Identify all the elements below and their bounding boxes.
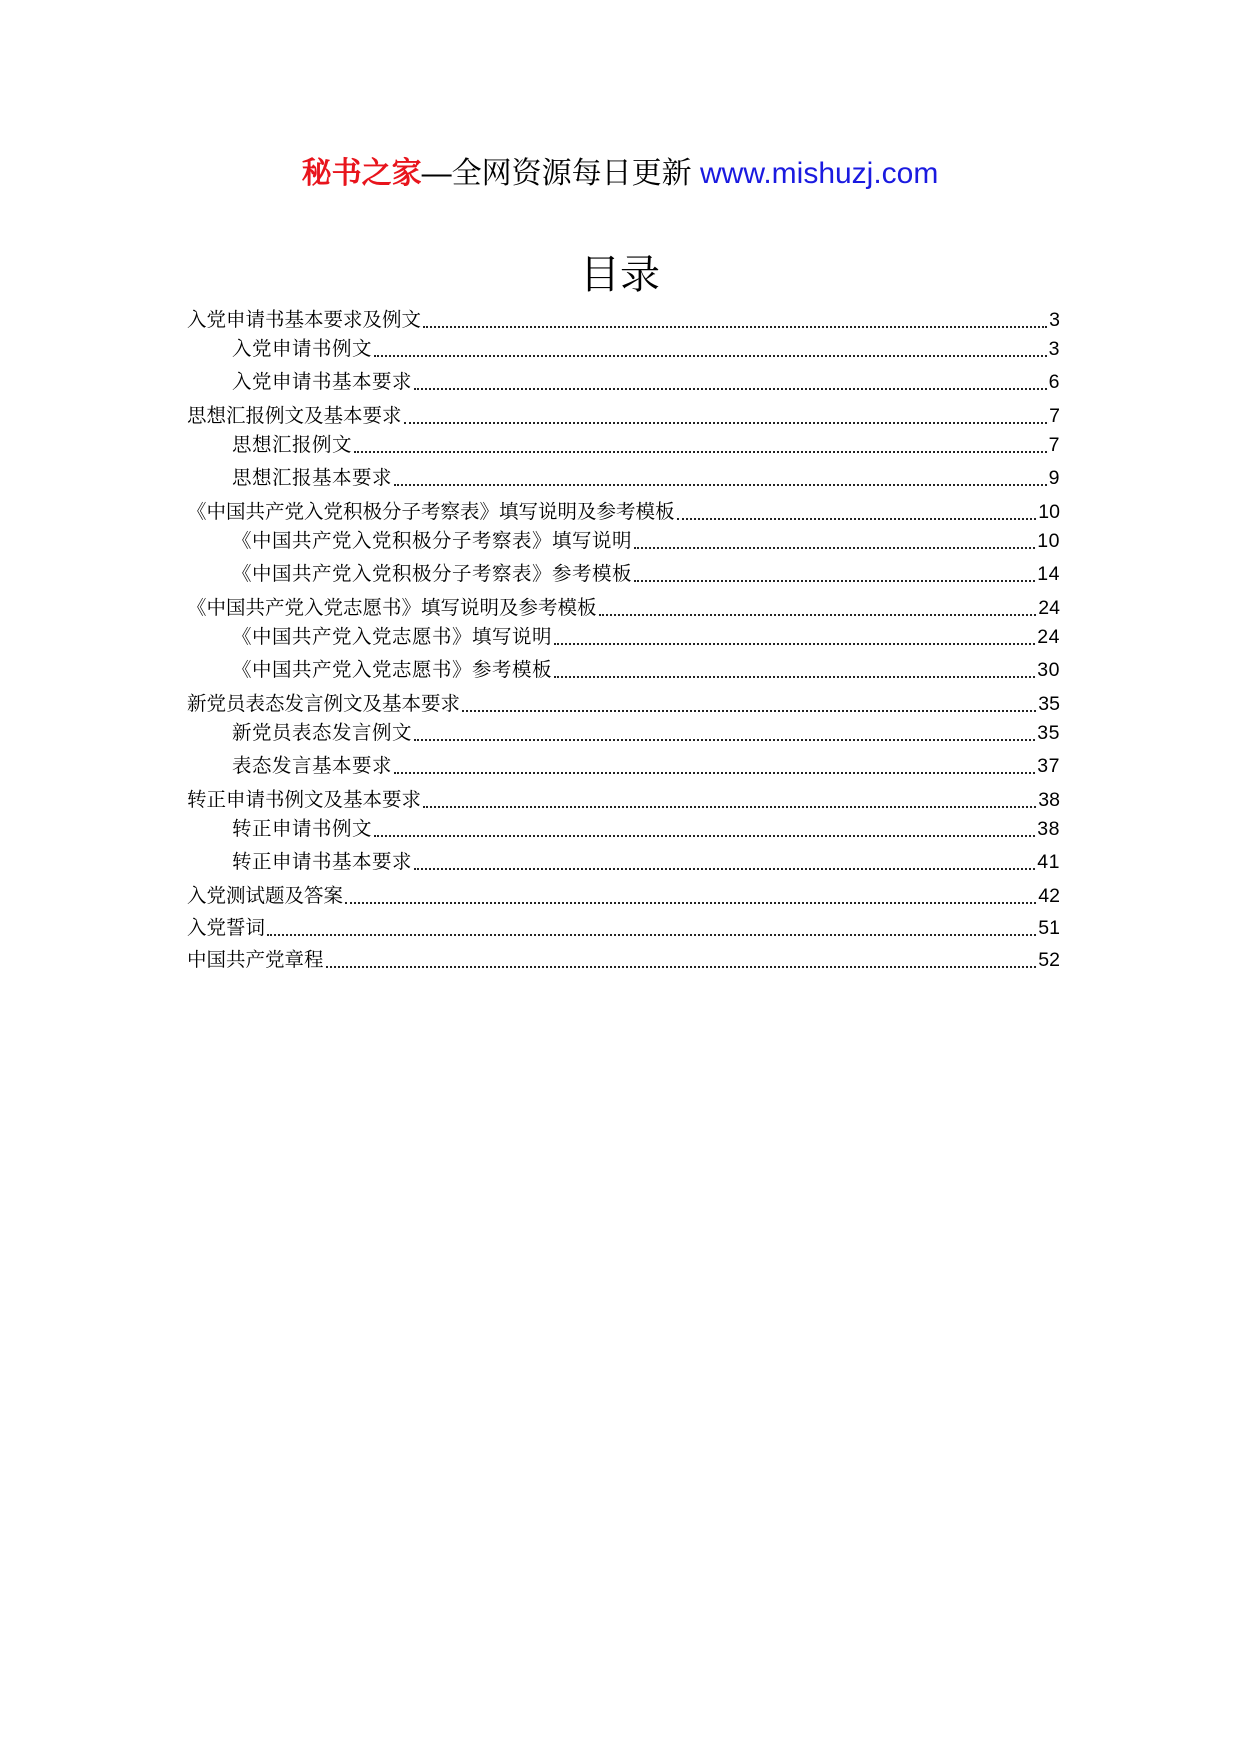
toc-dot-leader [423,326,1047,328]
toc-page-number: 42 [1038,885,1060,907]
toc-entry[interactable] [187,308,1060,332]
toc-page-number: 52 [1038,949,1060,971]
toc-entry[interactable] [187,817,1060,841]
toc-entry[interactable] [187,754,1060,778]
toc-page-number: 6 [1048,371,1060,393]
toc-entry-title: 转正申请书例文及基本要求 [187,789,422,811]
toc-entry-title: 《中国共产党入党积极分子考察表》参考模板 [232,563,633,585]
toc-page-number: 51 [1038,917,1060,939]
toc-entry-title: 入党誓词 [187,917,266,939]
toc-entry-title: 新党员表态发言例文 [232,722,413,744]
toc-dot-leader [394,772,1035,774]
toc-page-number: 7 [1048,434,1060,456]
toc-entry[interactable] [187,500,1060,524]
toc-entry[interactable] [187,404,1060,428]
toc-page-number: 38 [1038,789,1060,811]
brand-name: 秘书之家 [301,157,422,190]
toc-entry-title: 转正申请书基本要求 [232,851,413,873]
toc-dot-leader [414,868,1035,870]
toc-entry-title: 入党申请书例文 [232,338,373,360]
toc-entry[interactable] [187,948,1060,972]
toc-dot-leader [394,484,1047,486]
toc-entry[interactable] [187,529,1060,553]
toc-page-number: 35 [1038,693,1060,715]
toc-entry-title: 《中国共产党入党积极分子考察表》填写说明 [232,530,633,552]
toc-dot-leader [354,451,1047,453]
toc-entry-title: 《中国共产党入党积极分子考察表》填写说明及参考模板 [187,501,675,523]
page-title: 目录 [580,253,660,297]
toc-dot-leader [374,355,1047,357]
toc-entry-title: 入党申请书基本要求及例文 [187,309,422,331]
page-header [0,152,1240,196]
toc-dot-leader [414,739,1035,741]
toc-page-number: 24 [1038,597,1060,619]
toc-entry[interactable] [187,337,1060,361]
toc-entry[interactable] [187,788,1060,812]
toc-entry-title: 《中国共产党入党志愿书》填写说明及参考模板 [187,597,597,619]
toc-dot-leader [599,614,1037,616]
toc-entry-title: 《中国共产党入党志愿书》填写说明 [232,626,553,648]
toc-dot-leader [634,547,1035,549]
toc-entry[interactable] [187,370,1060,394]
table-of-contents [187,308,1060,972]
toc-dot-leader [677,518,1037,520]
toc-dot-leader [634,580,1035,582]
toc-entry-title: 中国共产党章程 [187,949,324,971]
toc-entry[interactable] [187,625,1060,649]
toc-entry-title: 《中国共产党入党志愿书》参考模板 [232,659,553,681]
toc-entry[interactable] [187,658,1060,682]
toc-entry-title: 表态发言基本要求 [232,755,393,777]
toc-entry-title: 思想汇报例文及基本要求 [187,405,402,427]
toc-page-number: 41 [1037,851,1060,873]
toc-page-number: 24 [1037,626,1060,648]
toc-entry[interactable] [187,562,1060,586]
toc-dot-leader [267,934,1036,936]
toc-page-number: 14 [1037,563,1060,585]
toc-dot-leader [374,835,1035,837]
toc-dot-leader [345,902,1036,904]
toc-page-number: 7 [1049,405,1060,427]
toc-entry[interactable] [187,916,1060,940]
toc-page-number: 10 [1037,530,1060,552]
toc-page-number: 38 [1037,818,1060,840]
toc-entry-title: 新党员表态发言例文及基本要求 [187,693,461,715]
toc-entry-title: 入党申请书基本要求 [232,371,413,393]
toc-dot-leader [326,966,1037,968]
toc-entry[interactable] [187,466,1060,490]
toc-entry-title: 转正申请书例文 [232,818,373,840]
toc-entry[interactable] [187,596,1060,620]
toc-entry[interactable] [187,433,1060,457]
toc-dot-leader [554,643,1035,645]
toc-page-number: 9 [1048,467,1060,489]
toc-page-number: 3 [1048,338,1060,360]
toc-entry-title: 思想汇报基本要求 [232,467,393,489]
toc-dot-leader [554,676,1035,678]
toc-entry[interactable] [187,884,1060,908]
toc-page-number: 30 [1037,659,1060,681]
toc-entry-title: 思想汇报例文 [232,434,353,456]
toc-dot-leader [414,388,1047,390]
toc-entry[interactable] [187,850,1060,874]
header-slogan: —全网资源每日更新 [421,157,692,190]
toc-dot-leader [404,422,1048,424]
toc-entry[interactable] [187,721,1060,745]
website-link[interactable]: www.mishuzj.com [699,157,939,190]
toc-page-number: 3 [1049,309,1060,331]
toc-page-number: 37 [1037,755,1060,777]
toc-page-number: 10 [1038,501,1060,523]
toc-entry-title: 入党测试题及答案 [187,885,344,907]
toc-dot-leader [423,806,1036,808]
toc-page-number: 35 [1037,722,1060,744]
toc-dot-leader [462,710,1036,712]
toc-entry[interactable] [187,692,1060,716]
